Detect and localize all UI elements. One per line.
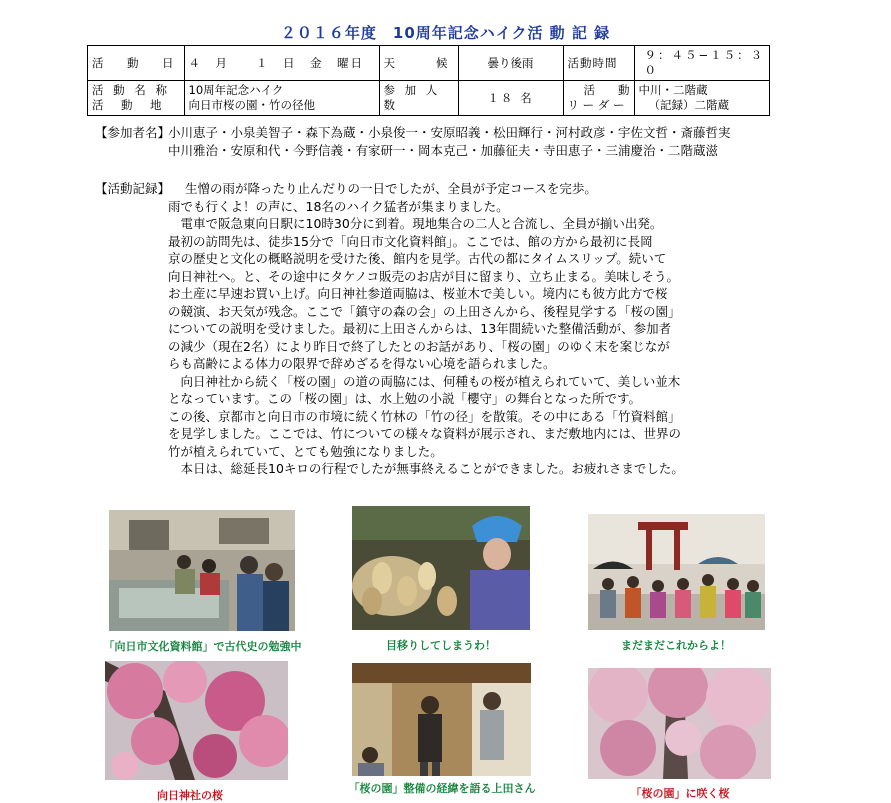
record-line: お土産に早速お買い上げ。向日神社参道両脇は、桜並木で美しい。境内にも彼方此方で桜: [168, 286, 668, 301]
record-line: 本日は、総延長10キロの行程でしたが無事終えることができました。お疲れさまでした。: [168, 461, 684, 476]
record-line: 向日神社へ。と、その途中にタケノコ販売のお店が目に留まり、立ち止まる。美味しそう。: [168, 268, 680, 284]
leader-value: [634, 81, 770, 116]
record-line: の減少（現在2名）により昨日で終了したとのお話があり、「桜の園」のゆく末を案じなが: [168, 338, 670, 354]
count-label: 参 加 人 数: [379, 81, 458, 116]
photo-caption: 目移りしてしまうわ！: [386, 639, 496, 652]
photo-caption: 「桜の園」整備の経緯を語る上田さん: [348, 782, 536, 795]
count-value: １８ 名: [458, 81, 563, 116]
weather-label: 天 候: [379, 46, 458, 81]
record-line: 京の歴史と文化の概略説明を受けた後、館内を見学。古代の都にタイムスリップ。続いて: [168, 251, 667, 266]
weather-value: 曇り後雨: [458, 46, 563, 81]
participants-label: 【参加者名】: [95, 125, 171, 140]
name-label: 活 動 名 称: [92, 83, 170, 97]
photo-speaker: [352, 663, 531, 776]
photo-group-umbrellas: [588, 514, 765, 630]
photo-caption: 「向日市文化資料館」で古代史の勉強中: [103, 640, 302, 653]
leader-value-2: （記録）二階蔵: [648, 98, 729, 112]
participants-line: 小川恵子・小泉美智子・森下為蔵・小泉俊一・安原昭義・松田輝行・河村政彦・宇佐文哲・斎藤哲実: [168, 125, 731, 140]
leader-label: [563, 81, 634, 116]
photo-shrine-cherry: [105, 661, 288, 780]
place-label: 活 動 地: [92, 98, 165, 112]
name-place-label: [88, 81, 185, 116]
time-value: ９：４５−１５：３０: [634, 46, 770, 81]
photo-caption: まだまだこれからよ！: [621, 639, 731, 652]
date-value: ４ 月 １ 日 金 曜日: [184, 46, 379, 81]
photo-museum: [109, 510, 295, 631]
participants-list: [168, 124, 868, 159]
record-line: の競演、お天気が残念。ここで「鎮守の森の会」の上田さんから、後程見学する「桜の園」: [168, 303, 681, 319]
leader-label-1: 活 動: [583, 83, 630, 97]
record-line: 最初の訪問先は、徒歩15分で「向日市文化資料館」。ここでは、館の方から最初に長岡: [168, 233, 653, 249]
record-line: 雨でも行くよ！の声に、18名のハイク猛者が集まりました。: [168, 198, 509, 214]
record-line: となっています。この「桜の園」は、水上勉の小説「櫻守」の舞台となった所です。: [168, 391, 642, 406]
record-line: 電車で阪急東向日駅に10時30分に到着。現地集合の二人と合流し、全員が揃い出発。: [168, 216, 663, 231]
name-value: 10周年記念ハイク: [188, 83, 284, 97]
page-title: ２０１６年度 10周年記念ハイク活 動 記 録: [280, 24, 611, 42]
name-place-value: [184, 81, 379, 116]
record-line: についての説明を受けました。最初に上田さんからは、13年間続いた整備活動が、参加者: [168, 321, 672, 336]
photo-weeping-cherry: [588, 668, 771, 779]
date-label: 活 動 日: [88, 46, 185, 81]
record-line: この後、京都市と向日市の市境に続く竹林の「竹の径」を散策。その中にある「竹資料館」: [168, 408, 681, 424]
time-label: 活動時間: [563, 46, 634, 81]
record-line: らも高齢による体力の限界で辞めざるを得ない心境を語られました。: [168, 356, 556, 371]
activity-info-table: [87, 45, 770, 116]
record-body: [168, 198, 888, 478]
photo-caption: 「桜の園」に咲く桜: [630, 787, 730, 800]
record-label: 【活動記録】: [95, 181, 171, 196]
leader-value-1: 中川・二階蔵: [638, 83, 708, 97]
record-line: 竹が植えられていて、とても勉強になりました。: [168, 443, 443, 459]
record-line: 向日神社から続く「桜の園」の道の両脇には、何種もの桜が植えられていて、美しい並木: [168, 373, 681, 389]
place-value: 向日市桜の園・竹の径他: [188, 98, 315, 112]
photo-bamboo-shoots: [352, 506, 530, 630]
leader-label-2: リ ー ダ ー: [567, 98, 625, 112]
photo-caption: 向日神社の桜: [157, 789, 223, 802]
record-line: を見学しました。ここでは、竹についての様々な資料が展示され、まだ敷地内には、世界の: [168, 426, 682, 441]
participants-line: 中川雅治・安原和代・今野信義・有家研一・岡本克己・加藤征夫・寺田恵子・三浦慶治・二階蔵滋: [168, 142, 719, 158]
record-first-line: 生憎の雨が降ったり止んだりの一日でしたが、全員が予定コースを完歩。: [185, 181, 597, 196]
